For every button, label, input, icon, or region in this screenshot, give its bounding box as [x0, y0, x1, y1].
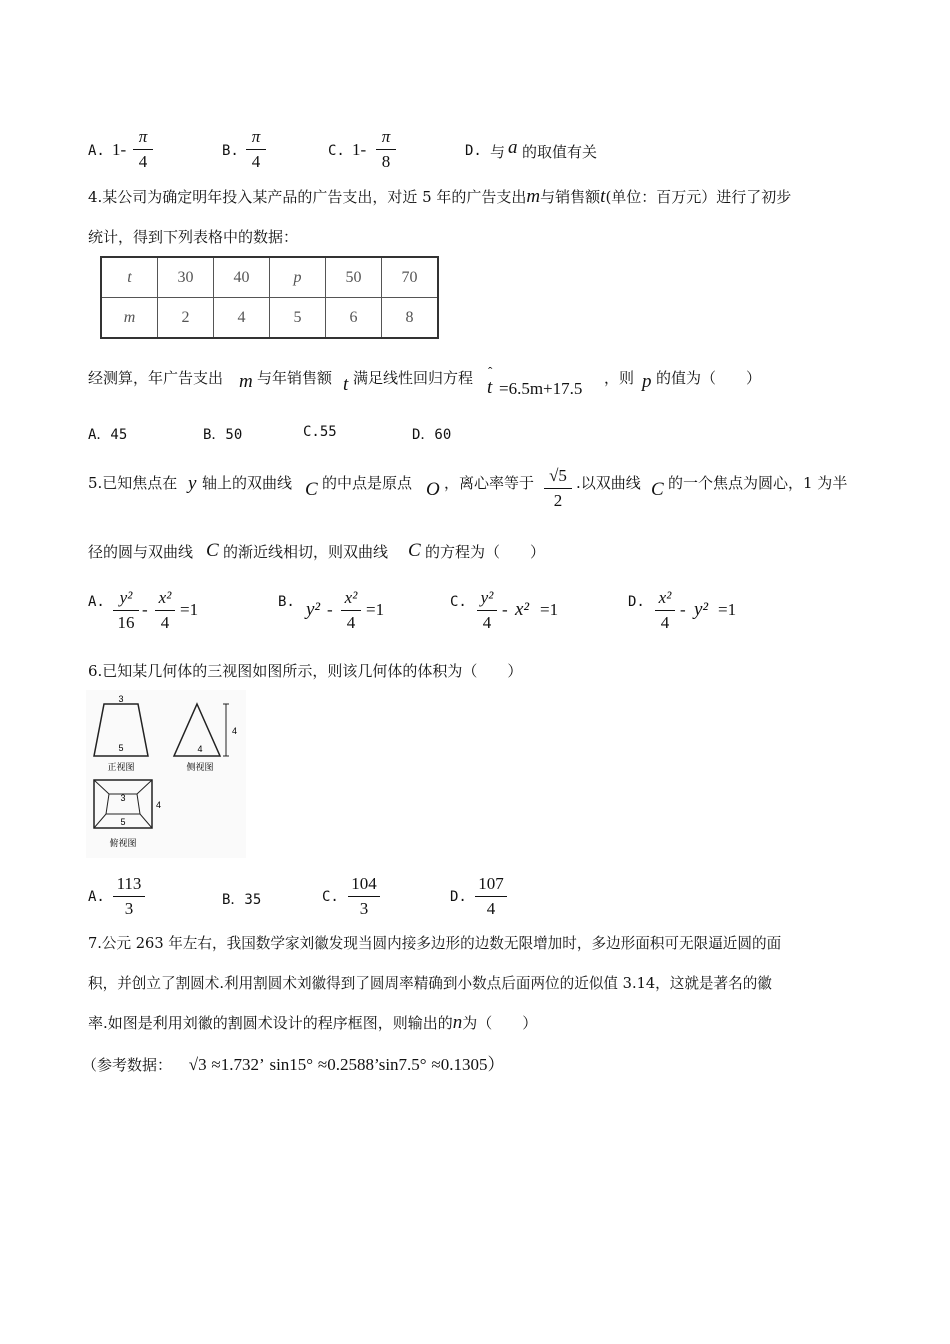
frac-den: 4: [482, 613, 492, 632]
table-cell: t: [101, 257, 158, 298]
frac-num: 107: [478, 874, 504, 893]
text: 经测算，年广告支出: [88, 369, 224, 387]
hat-mark: ˆ: [488, 364, 493, 379]
option-label: D.: [450, 889, 467, 905]
option-a: A．45: [88, 427, 128, 443]
ref-sin75: sin7.5°: [378, 1055, 427, 1074]
table-cell: 5: [270, 298, 326, 339]
minus: -: [327, 600, 333, 619]
frac-num: π: [138, 127, 148, 146]
side-height-label: 4: [232, 726, 238, 736]
option-d-frac: [475, 874, 507, 919]
q6-text: 6.已知某几何体的三视图如图所示，则该几何体的体积为（ ）: [88, 662, 523, 680]
term: y²: [694, 599, 709, 620]
table-cell: 50: [326, 257, 382, 298]
eccentricity-frac: [544, 466, 572, 511]
frac-den: 2: [553, 491, 563, 510]
top-inner-top-label: 3: [120, 793, 126, 803]
text: 与年销售额: [257, 369, 333, 387]
q7-line3: [88, 1012, 537, 1034]
option-d: D．60: [412, 427, 452, 443]
frac-den: 3: [124, 899, 134, 918]
table-cell: 2: [158, 298, 214, 339]
table-row: [101, 298, 438, 339]
var-c: C: [206, 540, 219, 561]
text: ，离心率等于: [444, 474, 535, 492]
top-inner-bottom-label: 5: [120, 817, 126, 827]
frac-den: 16: [117, 613, 135, 632]
table-cell: 30: [158, 257, 214, 298]
table-cell: 40: [214, 257, 270, 298]
option-b: B．50: [203, 427, 243, 443]
equals-one: =1: [366, 600, 385, 619]
text: 的值为（ ）: [656, 369, 762, 387]
var-o: O: [426, 479, 440, 500]
text: ，则: [604, 369, 635, 387]
text: (单位：百万元）进行了初步: [605, 188, 792, 206]
frac-den: 4: [346, 613, 356, 632]
text: 的方程为（ ）: [425, 543, 546, 561]
q7-line1: 7.公元 263 年左右，我国数学家刘徽发现当圆内接多边形的边数无限增加时，多边形面积可无限逼近圆的面: [88, 935, 782, 952]
text: 满足线性回归方程: [353, 369, 474, 387]
q3-option-c-label: C.: [328, 143, 345, 159]
frac-num: 104: [351, 874, 377, 893]
ref-sin15: sin15°: [269, 1055, 314, 1074]
ref-value-3: ≈0.1305: [431, 1055, 488, 1074]
option-label: C.: [322, 889, 339, 905]
side-bottom-label: 4: [197, 744, 203, 754]
text: 与销售额: [540, 188, 601, 206]
front-bottom-label: 5: [118, 743, 124, 753]
var-c: C: [408, 540, 421, 561]
table-cell: m: [101, 298, 158, 339]
q3-option-b-label: B.: [222, 143, 239, 159]
option-label: A.: [88, 889, 105, 905]
frac-den: 4: [486, 899, 496, 918]
var-y: y: [188, 473, 197, 494]
table-cell: 8: [382, 298, 439, 339]
q7-reference-data: [82, 1050, 504, 1075]
var-n: n: [452, 1012, 463, 1033]
table-cell: 6: [326, 298, 382, 339]
minus: -: [502, 600, 508, 619]
ref-value-1: ≈1.732: [211, 1055, 260, 1074]
var-c: C: [305, 479, 318, 500]
text: 4.某公司为确定明年投入某产品的广告支出，对近 5 年的广告支出: [88, 188, 527, 206]
q3-option-b-frac: [246, 127, 266, 172]
var-t: t: [600, 186, 606, 207]
frac-num: π: [251, 127, 261, 146]
ref-label: （参考数据：: [82, 1056, 173, 1074]
three-view-figure: [86, 690, 246, 858]
ref-close: ）: [487, 1055, 505, 1074]
frac-num: x²: [658, 588, 672, 607]
q3-option-d-label: D.: [465, 143, 482, 159]
frac-num: y²: [119, 588, 133, 607]
term: x²: [515, 599, 530, 620]
q3-option-d-post: 的取值有关: [522, 143, 598, 161]
text: 5.已知焦点在: [88, 474, 178, 492]
option-c-frac: [348, 874, 380, 919]
frac-num: 113: [116, 874, 142, 893]
text: 的渐近线相切，则双曲线: [223, 543, 389, 561]
q4-data-table: [100, 256, 439, 339]
text: 率.如图是利用刘徽的割圆术设计的程序框图，则输出的: [88, 1014, 453, 1032]
table-row: [101, 257, 438, 298]
var-t-hat: t: [487, 377, 493, 398]
q7-line2: 积，并创立了割圆术.利用割圆术刘徽得到了圆周率精确到小数点后面两位的近似值 3.14，这就是著名的徽: [88, 975, 772, 992]
side-caption: 侧视图: [186, 762, 214, 772]
frac-den: 3: [359, 899, 369, 918]
equals-one: =1: [718, 600, 737, 619]
var-m: m: [239, 371, 253, 392]
option-a-frac: [113, 874, 145, 919]
frac-den: 4: [660, 613, 670, 632]
table-cell: p: [270, 257, 326, 298]
frac-num: √5: [549, 466, 567, 485]
term: y²: [306, 599, 321, 620]
equals-one: =1: [540, 600, 559, 619]
option-b: B．35: [222, 892, 262, 908]
q3-option-c-one: 1-: [352, 140, 367, 159]
text: .以双曲线: [576, 474, 641, 492]
option-label: D.: [628, 594, 645, 610]
minus: -: [680, 600, 686, 619]
minus: -: [142, 600, 148, 619]
frac-num: x²: [158, 588, 172, 607]
ref-value-2: ≈0.2588: [317, 1055, 374, 1074]
option-label: A.: [88, 594, 105, 610]
text: 轴上的双曲线: [202, 474, 293, 492]
option-label: C.: [450, 594, 467, 610]
frac-den: 4: [251, 152, 261, 171]
equals-one: =1: [180, 600, 199, 619]
frac-den: 8: [381, 152, 391, 171]
q3-option-d-var: a: [508, 137, 518, 158]
frac-num: y²: [480, 588, 494, 607]
text: 的中点是原点: [322, 474, 413, 492]
q3-option-c-frac: [376, 127, 396, 172]
option-c: C.55: [303, 424, 337, 440]
front-top-label: 3: [118, 694, 124, 704]
separator: ’: [259, 1055, 265, 1074]
table-cell: 70: [382, 257, 439, 298]
frac-den: 4: [160, 613, 170, 632]
top-right-label: 4: [156, 800, 162, 810]
q3-option-a-label: A.: [88, 143, 105, 159]
text: 径的圆与双曲线: [88, 543, 194, 561]
top-caption: 俯视图: [109, 838, 137, 848]
frac-num: π: [381, 127, 391, 146]
var-m: m: [526, 186, 541, 207]
text: 为（ ）: [462, 1014, 538, 1032]
frac-num: x²: [344, 588, 358, 607]
q3-option-a-frac: [133, 127, 153, 172]
q3-option-a-one: 1-: [112, 140, 127, 159]
table-cell: 4: [214, 298, 270, 339]
q4-line2: 统计，得到下列表格中的数据：: [88, 228, 299, 246]
frac-den: 4: [138, 152, 148, 171]
option-label: B.: [278, 594, 295, 610]
regression-equation: =6.5m+17.5: [499, 379, 583, 398]
separator: ’: [373, 1055, 379, 1074]
var-c: C: [651, 479, 664, 500]
q3-option-d-pre: 与: [490, 143, 506, 161]
q4-line1: [88, 186, 791, 208]
var-p: p: [642, 371, 652, 392]
text: 的一个焦点为圆心，1 为半: [668, 474, 848, 492]
front-caption: 正视图: [107, 762, 135, 772]
var-t: t: [343, 374, 349, 395]
ref-sqrt3: √3: [188, 1055, 207, 1074]
